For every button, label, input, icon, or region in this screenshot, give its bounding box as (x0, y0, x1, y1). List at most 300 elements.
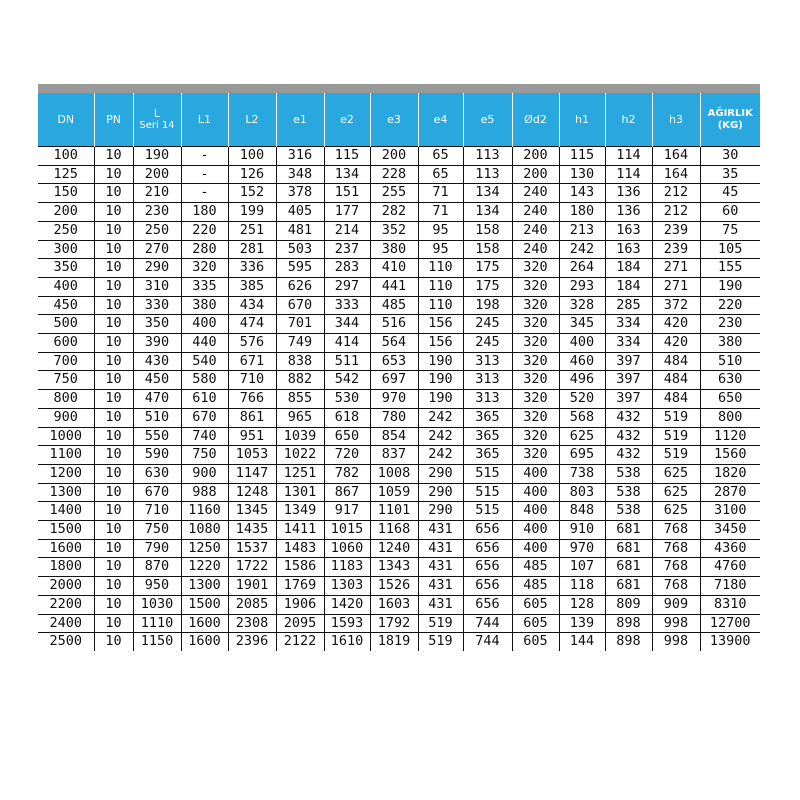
table-cell: 110 (418, 259, 463, 278)
table-cell: - (181, 165, 228, 184)
table-cell: 950 (133, 577, 181, 596)
table-cell: 10 (94, 371, 133, 390)
table-cell: 1769 (276, 577, 324, 596)
table-cell: 1251 (276, 464, 324, 483)
table-cell: 519 (418, 633, 463, 651)
column-header (512, 93, 559, 147)
table-cell: 2000 (38, 577, 94, 596)
table-cell: 164 (652, 165, 700, 184)
table-cell: 653 (370, 352, 418, 371)
table-cell: 228 (370, 165, 418, 184)
table-cell: 313 (463, 352, 512, 371)
column-header (324, 93, 370, 147)
table-row (38, 277, 760, 296)
table-cell: 1819 (370, 633, 418, 651)
table-cell: 1015 (324, 521, 370, 540)
table-cell: 136 (605, 203, 652, 222)
table-cell: 10 (94, 390, 133, 409)
table-cell: 697 (370, 371, 418, 390)
table-cell: 671 (228, 352, 276, 371)
table-cell: 1435 (228, 521, 276, 540)
table-cell: 320 (512, 315, 559, 334)
table-cell: 440 (181, 334, 228, 353)
table-cell: 484 (652, 390, 700, 409)
table-cell: 1901 (228, 577, 276, 596)
table-cell: 95 (418, 240, 463, 259)
table-row (38, 352, 760, 371)
table-cell: 430 (133, 352, 181, 371)
table-cell: 1059 (370, 483, 418, 502)
table-cell: 431 (418, 539, 463, 558)
table-cell: 113 (463, 147, 512, 166)
table-cell: 320 (512, 371, 559, 390)
table-cell: 768 (652, 539, 700, 558)
table-cell: 3450 (700, 521, 760, 540)
table-cell: 330 (133, 296, 181, 315)
table-cell: 580 (181, 371, 228, 390)
table-cell: 45 (700, 184, 760, 203)
table-row (38, 483, 760, 502)
table-row (38, 464, 760, 483)
table-row (38, 408, 760, 427)
table-cell: 485 (512, 577, 559, 596)
table-cell: 656 (463, 539, 512, 558)
table-cell: 130 (559, 165, 605, 184)
table-cell: 71 (418, 184, 463, 203)
table-cell: 1147 (228, 464, 276, 483)
table-cell: 397 (605, 352, 652, 371)
table-cell: 470 (133, 390, 181, 409)
table-cell: 909 (652, 595, 700, 614)
table-cell: 10 (94, 633, 133, 651)
table-cell: 345 (559, 315, 605, 334)
table-cell: 10 (94, 483, 133, 502)
table-cell: 220 (700, 296, 760, 315)
table-cell: 190 (418, 371, 463, 390)
table-cell: 198 (463, 296, 512, 315)
table-cell: 71 (418, 203, 463, 222)
table-cell: 177 (324, 203, 370, 222)
table-cell: 701 (276, 315, 324, 334)
table-cell: 107 (559, 558, 605, 577)
table-cell: 134 (463, 184, 512, 203)
table-cell: 484 (652, 371, 700, 390)
table-cell: 320 (512, 259, 559, 278)
table-cell: 164 (652, 147, 700, 166)
column-header-sublabel: Seri 14 (139, 119, 175, 131)
table-cell: 670 (181, 408, 228, 427)
table-cell: 410 (370, 259, 418, 278)
table-cell: 128 (559, 595, 605, 614)
table-cell: 240 (512, 203, 559, 222)
table-cell: 400 (512, 464, 559, 483)
table-cell: 600 (38, 334, 94, 353)
column-header-label: h2 (621, 112, 636, 126)
table-cell: 155 (700, 259, 760, 278)
table-cell: 10 (94, 427, 133, 446)
table-cell: 13900 (700, 633, 760, 651)
table-cell: 710 (133, 502, 181, 521)
table-cell: 511 (324, 352, 370, 371)
table-cell: 297 (324, 277, 370, 296)
column-header-label: L2 (245, 112, 259, 126)
table-cell: 251 (228, 221, 276, 240)
table-cell: 1183 (324, 558, 370, 577)
table-cell: 1120 (700, 427, 760, 446)
table-cell: 250 (133, 221, 181, 240)
table-row (38, 296, 760, 315)
table-cell: 126 (228, 165, 276, 184)
table-row (38, 502, 760, 521)
table-cell: 264 (559, 259, 605, 278)
table-row (38, 614, 760, 633)
table-cell: 114 (605, 165, 652, 184)
table-cell: 10 (94, 147, 133, 166)
table-cell: 200 (38, 203, 94, 222)
table-row (38, 427, 760, 446)
table-cell: 431 (418, 577, 463, 596)
table-cell: 200 (512, 165, 559, 184)
table-row (38, 371, 760, 390)
table-cell: 450 (133, 371, 181, 390)
table-cell: 372 (652, 296, 700, 315)
table-cell: 151 (324, 184, 370, 203)
table-cell: 230 (133, 203, 181, 222)
table-cell: 1300 (181, 577, 228, 596)
table-cell: 519 (652, 408, 700, 427)
table-cell: 656 (463, 558, 512, 577)
table-cell: 100 (228, 147, 276, 166)
table-cell: 163 (605, 240, 652, 259)
table-cell: 280 (181, 240, 228, 259)
table-cell: 1039 (276, 427, 324, 446)
table-cell: 328 (559, 296, 605, 315)
table-cell: 1168 (370, 521, 418, 540)
dimension-table-container (38, 93, 760, 651)
table-cell: 970 (559, 539, 605, 558)
table-row (38, 539, 760, 558)
column-header-label: AĞIRLIK (707, 107, 753, 119)
table-cell: 10 (94, 595, 133, 614)
table-cell: 670 (276, 296, 324, 315)
table-cell: 10 (94, 259, 133, 278)
table-cell: 1240 (370, 539, 418, 558)
table-cell: 1560 (700, 446, 760, 465)
table-cell: 10 (94, 539, 133, 558)
table-cell: 848 (559, 502, 605, 521)
table-row (38, 390, 760, 409)
table-cell: 519 (652, 446, 700, 465)
table-cell: 867 (324, 483, 370, 502)
column-header-label: L1 (197, 112, 212, 126)
table-row (38, 240, 760, 259)
table-cell: 190 (418, 390, 463, 409)
table-cell: 335 (181, 277, 228, 296)
table-cell: 365 (463, 427, 512, 446)
table-cell: 350 (133, 315, 181, 334)
table-cell: 474 (228, 315, 276, 334)
table-cell: 626 (276, 277, 324, 296)
table-cell: 768 (652, 577, 700, 596)
column-header-label: e5 (480, 112, 495, 126)
table-cell: 650 (700, 390, 760, 409)
table-cell: 744 (463, 614, 512, 633)
table-cell: 285 (605, 296, 652, 315)
table-cell: 1301 (276, 483, 324, 502)
table-cell: 242 (418, 427, 463, 446)
column-header (181, 93, 228, 147)
column-header (559, 93, 605, 147)
table-cell: 434 (228, 296, 276, 315)
table-cell: 1800 (38, 558, 94, 577)
table-cell: 271 (652, 277, 700, 296)
column-header-label: e2 (340, 112, 354, 126)
table-cell: 239 (652, 240, 700, 259)
table-cell: 1820 (700, 464, 760, 483)
table-cell: 519 (652, 427, 700, 446)
table-cell: 240 (512, 184, 559, 203)
table-cell: 610 (181, 390, 228, 409)
table-cell: 320 (512, 427, 559, 446)
table-cell: 432 (605, 408, 652, 427)
table-cell: - (181, 184, 228, 203)
table-cell: 100 (38, 147, 94, 166)
table-cell: 1022 (276, 446, 324, 465)
table-cell: 768 (652, 558, 700, 577)
table-cell: 210 (133, 184, 181, 203)
table-cell: 1400 (38, 502, 94, 521)
table-row (38, 577, 760, 596)
table-cell: 400 (512, 521, 559, 540)
table-cell: 951 (228, 427, 276, 446)
table-cell: 460 (559, 352, 605, 371)
table-cell: 190 (133, 147, 181, 166)
table-cell: 625 (559, 427, 605, 446)
table-cell: 10 (94, 446, 133, 465)
table-cell: 184 (605, 277, 652, 296)
column-header (418, 93, 463, 147)
table-cell: 10 (94, 296, 133, 315)
table-cell: 2400 (38, 614, 94, 633)
table-cell: 400 (181, 315, 228, 334)
table-cell: 380 (700, 334, 760, 353)
table-cell: 242 (418, 446, 463, 465)
table-cell: 1722 (228, 558, 276, 577)
table-cell: 740 (181, 427, 228, 446)
table-cell: 1060 (324, 539, 370, 558)
table-cell: 1906 (276, 595, 324, 614)
table-cell: 431 (418, 595, 463, 614)
table-cell: 695 (559, 446, 605, 465)
table-row (38, 203, 760, 222)
table-cell: 290 (133, 259, 181, 278)
table-cell: 239 (652, 221, 700, 240)
table-cell: 500 (38, 315, 94, 334)
table-cell: 320 (512, 334, 559, 353)
table-cell: 800 (38, 390, 94, 409)
table-cell: 1600 (181, 614, 228, 633)
table-cell: 650 (324, 427, 370, 446)
table-cell: 1600 (38, 539, 94, 558)
table-cell: 144 (559, 633, 605, 651)
table-cell: 313 (463, 371, 512, 390)
table-cell: 300 (38, 240, 94, 259)
table-cell: 750 (133, 521, 181, 540)
table-cell: 10 (94, 558, 133, 577)
table-cell: 134 (463, 203, 512, 222)
table-cell: 365 (463, 408, 512, 427)
column-header (228, 93, 276, 147)
table-cell: 310 (133, 277, 181, 296)
table-cell: 656 (463, 521, 512, 540)
table-cell: 882 (276, 371, 324, 390)
table-cell: 1300 (38, 483, 94, 502)
table-cell: 1593 (324, 614, 370, 633)
table-cell: 10 (94, 277, 133, 296)
table-cell: 1110 (133, 614, 181, 633)
table-cell: 397 (605, 390, 652, 409)
table-row (38, 259, 760, 278)
table-cell: 150 (38, 184, 94, 203)
table-cell: 576 (228, 334, 276, 353)
table-cell: 125 (38, 165, 94, 184)
table-cell: 809 (605, 595, 652, 614)
column-header-sublabel: (KG) (717, 119, 743, 131)
column-header-label: h1 (575, 112, 589, 126)
table-cell: 750 (181, 446, 228, 465)
table-cell: 700 (38, 352, 94, 371)
column-header-label: Ød2 (524, 112, 547, 126)
table-cell: 519 (418, 614, 463, 633)
table-cell: 2085 (228, 595, 276, 614)
table-cell: 10 (94, 203, 133, 222)
table-cell: 348 (276, 165, 324, 184)
table-cell: 681 (605, 558, 652, 577)
table-cell: 538 (605, 483, 652, 502)
column-header-label: L (153, 106, 161, 120)
table-cell: 1603 (370, 595, 418, 614)
table-cell: 290 (418, 464, 463, 483)
table-cell: 245 (463, 315, 512, 334)
table-cell: 397 (605, 371, 652, 390)
table-cell: 605 (512, 614, 559, 633)
table-cell: 1008 (370, 464, 418, 483)
table-cell: 1250 (181, 539, 228, 558)
table-cell: 2500 (49, 633, 82, 650)
table-cell: 213 (559, 221, 605, 240)
table-cell: 8310 (700, 595, 760, 614)
table-cell: 861 (228, 408, 276, 427)
table-cell: 432 (605, 427, 652, 446)
table-cell: 1345 (228, 502, 276, 521)
table-cell: 485 (512, 558, 559, 577)
table-cell: 115 (559, 147, 605, 166)
table-cell: 290 (418, 483, 463, 502)
table-cell: 4760 (700, 558, 760, 577)
table-cell: 400 (512, 502, 559, 521)
table-cell: 550 (133, 427, 181, 446)
table-cell: 590 (133, 446, 181, 465)
table-cell: 190 (418, 352, 463, 371)
table-cell: 7180 (700, 577, 760, 596)
table-cell: 245 (463, 334, 512, 353)
table-cell: 242 (559, 240, 605, 259)
table-cell: 344 (324, 315, 370, 334)
table-cell: 605 (512, 595, 559, 614)
table-cell: 240 (512, 221, 559, 240)
table-cell: 898 (605, 633, 652, 651)
table-cell: 65 (418, 165, 463, 184)
table-cell: 400 (512, 539, 559, 558)
column-header-label: e3 (387, 112, 401, 126)
table-cell: 10 (94, 464, 133, 483)
table-cell: 95 (418, 221, 463, 240)
table-cell: 380 (370, 240, 418, 259)
table-cell: 10 (94, 352, 133, 371)
table-cell: 320 (512, 390, 559, 409)
table-cell: 538 (605, 464, 652, 483)
column-header-label: h3 (669, 112, 683, 126)
table-cell: 515 (463, 483, 512, 502)
table-cell: 790 (133, 539, 181, 558)
column-header (605, 93, 652, 147)
table-cell: 870 (133, 558, 181, 577)
table-cell: 110 (418, 296, 463, 315)
table-cell: 1248 (228, 483, 276, 502)
table-cell: 35 (700, 165, 760, 184)
table-cell: 230 (700, 315, 760, 334)
table-cell: 625 (652, 483, 700, 502)
table-cell: 431 (418, 521, 463, 540)
table-cell: 520 (559, 390, 605, 409)
table-cell: 214 (324, 221, 370, 240)
table-cell: 917 (324, 502, 370, 521)
column-header-label: DN (57, 112, 75, 126)
table-cell: 118 (559, 577, 605, 596)
table-cell: 485 (370, 296, 418, 315)
table-cell: 681 (605, 539, 652, 558)
table-cell: 630 (133, 464, 181, 483)
table-cell: 538 (605, 502, 652, 521)
table-cell: 320 (512, 408, 559, 427)
table-cell: 605 (512, 633, 559, 651)
table-cell: 2200 (38, 595, 94, 614)
table-cell: 1792 (370, 614, 418, 633)
table-cell: 10 (94, 221, 133, 240)
table-cell: 998 (652, 633, 700, 651)
table-row (38, 334, 760, 353)
table-cell: 595 (276, 259, 324, 278)
table-cell: 1150 (133, 633, 181, 651)
table-cell: 242 (418, 408, 463, 427)
table-cell: 450 (38, 296, 94, 315)
column-header-label: e1 (293, 112, 307, 126)
table-cell: 115 (324, 147, 370, 166)
table-cell: 1526 (370, 577, 418, 596)
table-row (38, 147, 760, 166)
table-cell: 200 (370, 147, 418, 166)
table-row (38, 633, 760, 651)
table-cell: 158 (463, 221, 512, 240)
table-cell: 1500 (38, 521, 94, 540)
column-header (700, 93, 760, 147)
table-cell: 281 (228, 240, 276, 259)
table-cell: 656 (463, 595, 512, 614)
table-cell: 1610 (324, 633, 370, 651)
table-cell: 432 (605, 446, 652, 465)
table-cell: 768 (652, 521, 700, 540)
table-cell: 910 (559, 521, 605, 540)
